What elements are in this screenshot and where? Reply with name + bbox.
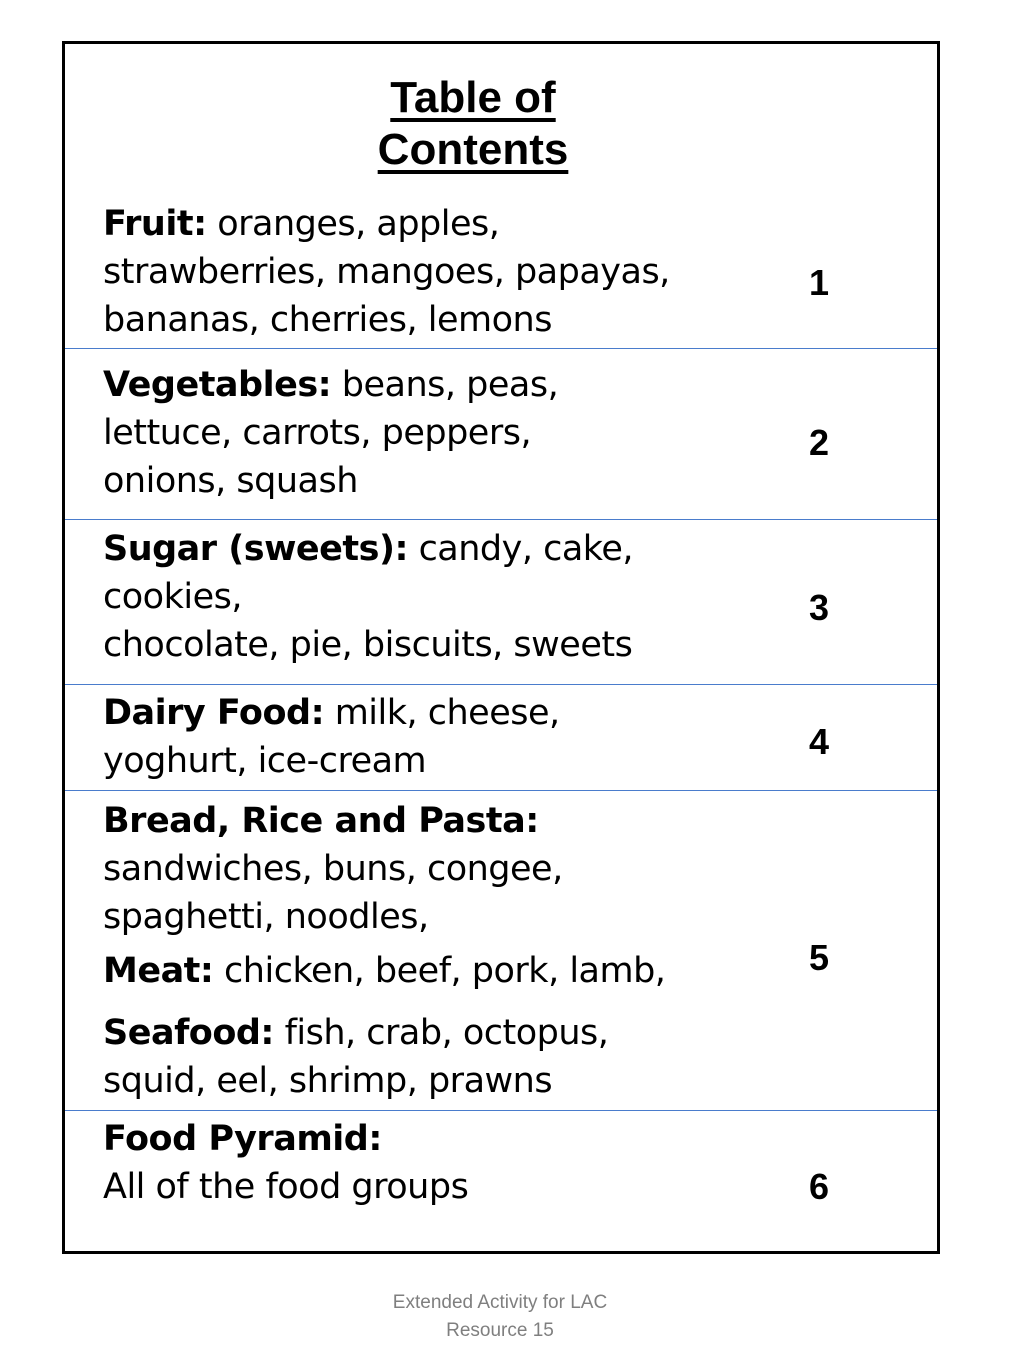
toc-entry-dairy — [65, 685, 937, 791]
page-number: 2 — [808, 422, 830, 463]
entry-items: All of the food groups — [103, 1167, 469, 1207]
table-of-contents-frame — [62, 41, 940, 1254]
toc-entry-food-pyramid — [65, 1111, 937, 1251]
footer-line-1: Extended Activity for LAC — [392, 1292, 608, 1313]
toc-entry-fruit — [65, 44, 937, 349]
entry-text — [103, 200, 743, 344]
entry-items: milk, cheese, yoghurt, ice-cream — [103, 693, 560, 781]
title-line-2: Contents — [377, 125, 569, 174]
entry-label: Bread, Rice and Pasta: — [103, 801, 539, 841]
entry-label: Sugar (sweets): — [103, 529, 408, 569]
entry-label: Vegetables: — [103, 365, 332, 405]
page-number: 3 — [808, 587, 830, 628]
page-number: 4 — [808, 721, 830, 762]
page-number: 1 — [808, 262, 830, 303]
toc-entry-bread-meat-seafood — [65, 791, 937, 1111]
entry-items: oranges, apples, strawberries, mangoes, papayas, bananas, cherries, lemons — [103, 204, 670, 340]
entry-text — [103, 689, 743, 785]
entry-text — [103, 361, 743, 505]
entry-items-meat: chicken, beef, pork, lamb, — [213, 951, 666, 991]
entry-label: Food Pyramid: — [103, 1119, 382, 1159]
entry-items: beans, peas, lettuce, carrots, peppers, onions, squash — [103, 365, 559, 501]
toc-entry-sugar — [65, 520, 937, 685]
title-line-1: Table of — [390, 73, 556, 122]
page-number: 6 — [808, 1166, 830, 1207]
entry-label: Dairy Food: — [103, 693, 325, 733]
entry-label-seafood: Seafood: — [103, 1013, 274, 1053]
footer-line-2: Resource 15 — [446, 1320, 554, 1341]
entry-items: candy, cake, cookies, chocolate, pie, biscuits, sweets — [103, 529, 633, 665]
page-footer — [300, 1289, 700, 1345]
toc-entry-vegetables — [65, 349, 937, 520]
entry-items-seafood: fish, crab, octopus, squid, eel, shrimp, prawns — [103, 1013, 609, 1101]
entry-items: sandwiches, buns, congee, spaghetti, noodles, — [103, 849, 563, 937]
entry-text — [103, 525, 743, 669]
entry-text-meat — [103, 947, 743, 995]
entry-label-meat: Meat: — [103, 951, 214, 991]
entry-label: Fruit: — [103, 204, 207, 244]
entry-text — [103, 1115, 743, 1211]
entry-text — [103, 797, 743, 941]
entry-text-seafood — [103, 1009, 743, 1105]
page-number: 5 — [808, 937, 830, 978]
